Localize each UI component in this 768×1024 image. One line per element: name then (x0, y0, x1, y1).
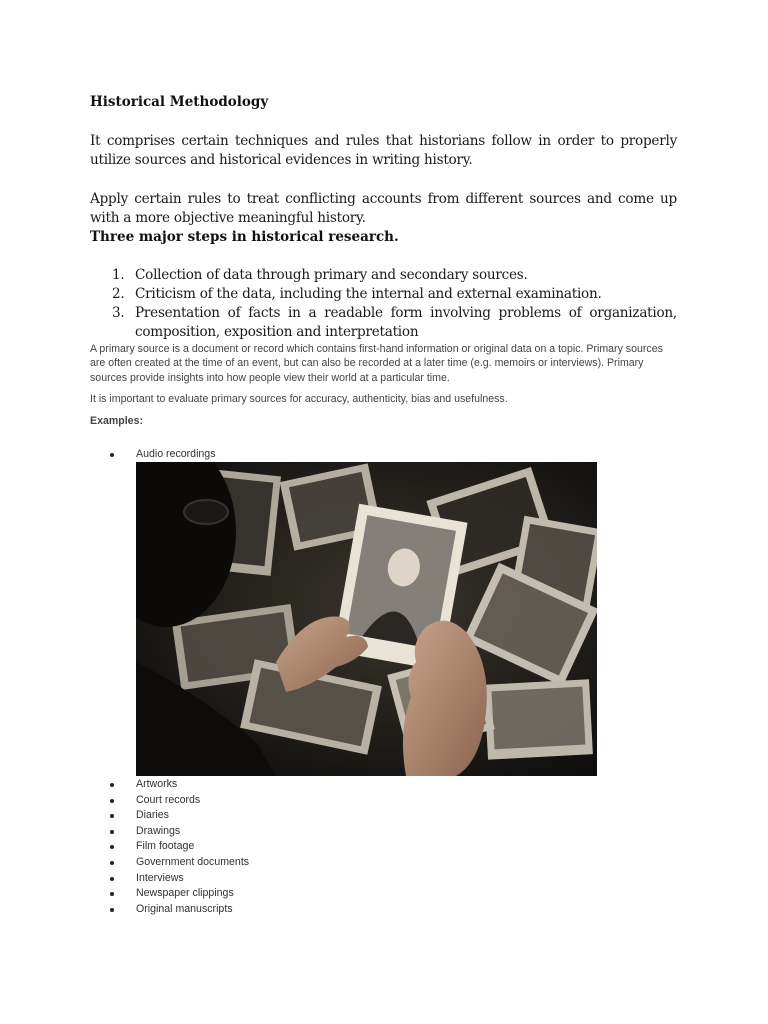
example-label: Interviews (136, 871, 184, 884)
example-label: Audio recordings (136, 448, 216, 460)
list-item (110, 824, 249, 840)
primary-source-definition: A primary source is a document or record which contains first-hand information or original data on a topic. Primary sources are often created at the time of an event, but can also be recorded at a later time (e.g. memoirs or interviews). Primary sources provide insights into how people view their world at a particular time. (90, 343, 663, 384)
photo-illustration (136, 462, 597, 776)
intro-paragraph: It comprises certain techniques and rules that historians follow in order to properly utilize sources and historical evidences in writing history. (90, 133, 677, 168)
example-label: Diaries (136, 809, 169, 822)
list-item (110, 447, 216, 463)
document-title: Historical Methodology (90, 94, 269, 110)
step-number: 1. (112, 267, 125, 283)
bullet-icon (110, 877, 114, 881)
bullet-icon (110, 814, 114, 818)
list-item (110, 886, 249, 902)
step-text: Collection of data through primary and secondary sources. (135, 267, 528, 283)
list-item (110, 902, 249, 918)
bullet-icon (110, 830, 114, 834)
step-item (90, 266, 677, 285)
old-photographs-image (136, 462, 597, 776)
step-text: Presentation of facts in a readable form involving problems of organization, composition, exposition and interpretation (135, 305, 677, 340)
step-number: 3. (112, 305, 125, 321)
list-item (110, 793, 249, 809)
list-item (110, 777, 249, 793)
example-label: Original manuscripts (136, 902, 233, 915)
bullet-icon (110, 783, 114, 787)
list-item (110, 839, 249, 855)
list-item (110, 808, 249, 824)
example-label: Government documents (136, 855, 250, 868)
list-item (110, 871, 249, 887)
step-number: 2. (112, 286, 125, 302)
bullet-icon (110, 453, 114, 457)
example-label: Film footage (136, 840, 195, 853)
examples-list (110, 777, 249, 917)
steps-list (90, 266, 677, 342)
bullet-icon (110, 845, 114, 849)
step-item (90, 285, 677, 304)
bullet-icon (110, 861, 114, 865)
step-text: Criticism of the data, including the internal and external examination. (135, 286, 602, 302)
example-label: Newspaper clippings (136, 887, 234, 900)
evaluate-note: It is important to evaluate primary sources for accuracy, authenticity, bias and usefulness. (90, 393, 508, 405)
bullet-icon (110, 892, 114, 896)
rules-paragraph: Apply certain rules to treat conflicting accounts from different sources and come up with a more objective meaningful history. (90, 191, 677, 226)
example-label: Drawings (136, 824, 181, 837)
steps-heading: Three major steps in historical research. (90, 229, 399, 245)
bullet-icon (110, 908, 114, 912)
examples-list-top (110, 447, 216, 463)
examples-label: Examples: (90, 415, 143, 427)
example-label: Artworks (136, 778, 178, 790)
example-label: Court records (136, 793, 201, 806)
bullet-icon (110, 799, 114, 803)
list-item (110, 855, 249, 871)
step-item (90, 304, 677, 342)
